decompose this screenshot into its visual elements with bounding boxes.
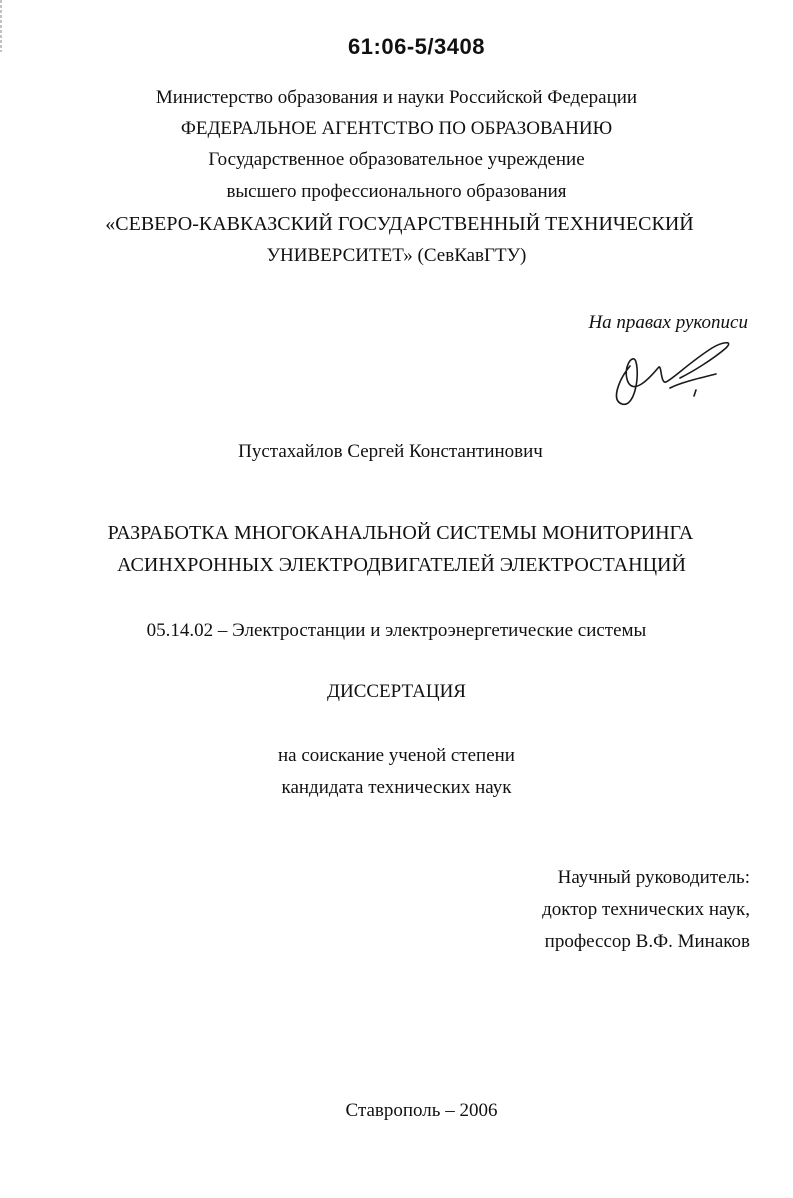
- catalog-code: 61:06-5/3408: [348, 34, 485, 59]
- degree-line-1: на соискание ученой степени: [278, 745, 515, 766]
- university-line-2: УНИВЕРСИТЕТ» (СевКавГТУ): [266, 245, 527, 266]
- degree-line-2: кандидата технических наук: [281, 777, 512, 798]
- place-year: Ставрополь – 2006: [345, 1100, 498, 1121]
- institution-line-1: Государственное образовательное учреждение: [208, 149, 585, 170]
- institution-line-2: высшего профессионального образования: [226, 181, 567, 202]
- work-type: ДИССЕРТАЦИЯ: [327, 681, 466, 702]
- agency-name: ФЕДЕРАЛЬНОЕ АГЕНТСТВО ПО ОБРАЗОВАНИЮ: [180, 118, 613, 139]
- dissertation-title-line-2: АСИНХРОННЫХ ЭЛЕКТРОДВИГАТЕЛЕЙ ЭЛЕКТРОСТАНЦИЙ: [117, 554, 686, 576]
- manuscript-note: На правах рукописи: [588, 312, 748, 333]
- university-line-1: «СЕВЕРО-КАВКАЗСКИЙ ГОСУДАРСТВЕННЫЙ ТЕХНИЧЕСКИЙ: [105, 213, 694, 235]
- specialty: 05.14.02 – Электростанции и электроэнергетические системы: [146, 620, 647, 641]
- signature: [600, 338, 740, 410]
- dissertation-title-line-1: РАЗРАБОТКА МНОГОКАНАЛЬНОЙ СИСТЕМЫ МОНИТОРИНГА: [107, 522, 694, 544]
- supervisor-name: профессор В.Ф. Минаков: [544, 931, 750, 952]
- author-name: Пустахайлов Сергей Константинович: [238, 441, 543, 462]
- supervisor-label: Научный руководитель:: [557, 867, 750, 888]
- supervisor-degree: доктор технических наук,: [542, 899, 750, 920]
- ministry-name: Министерство образования и науки Российской Федерации: [155, 87, 638, 108]
